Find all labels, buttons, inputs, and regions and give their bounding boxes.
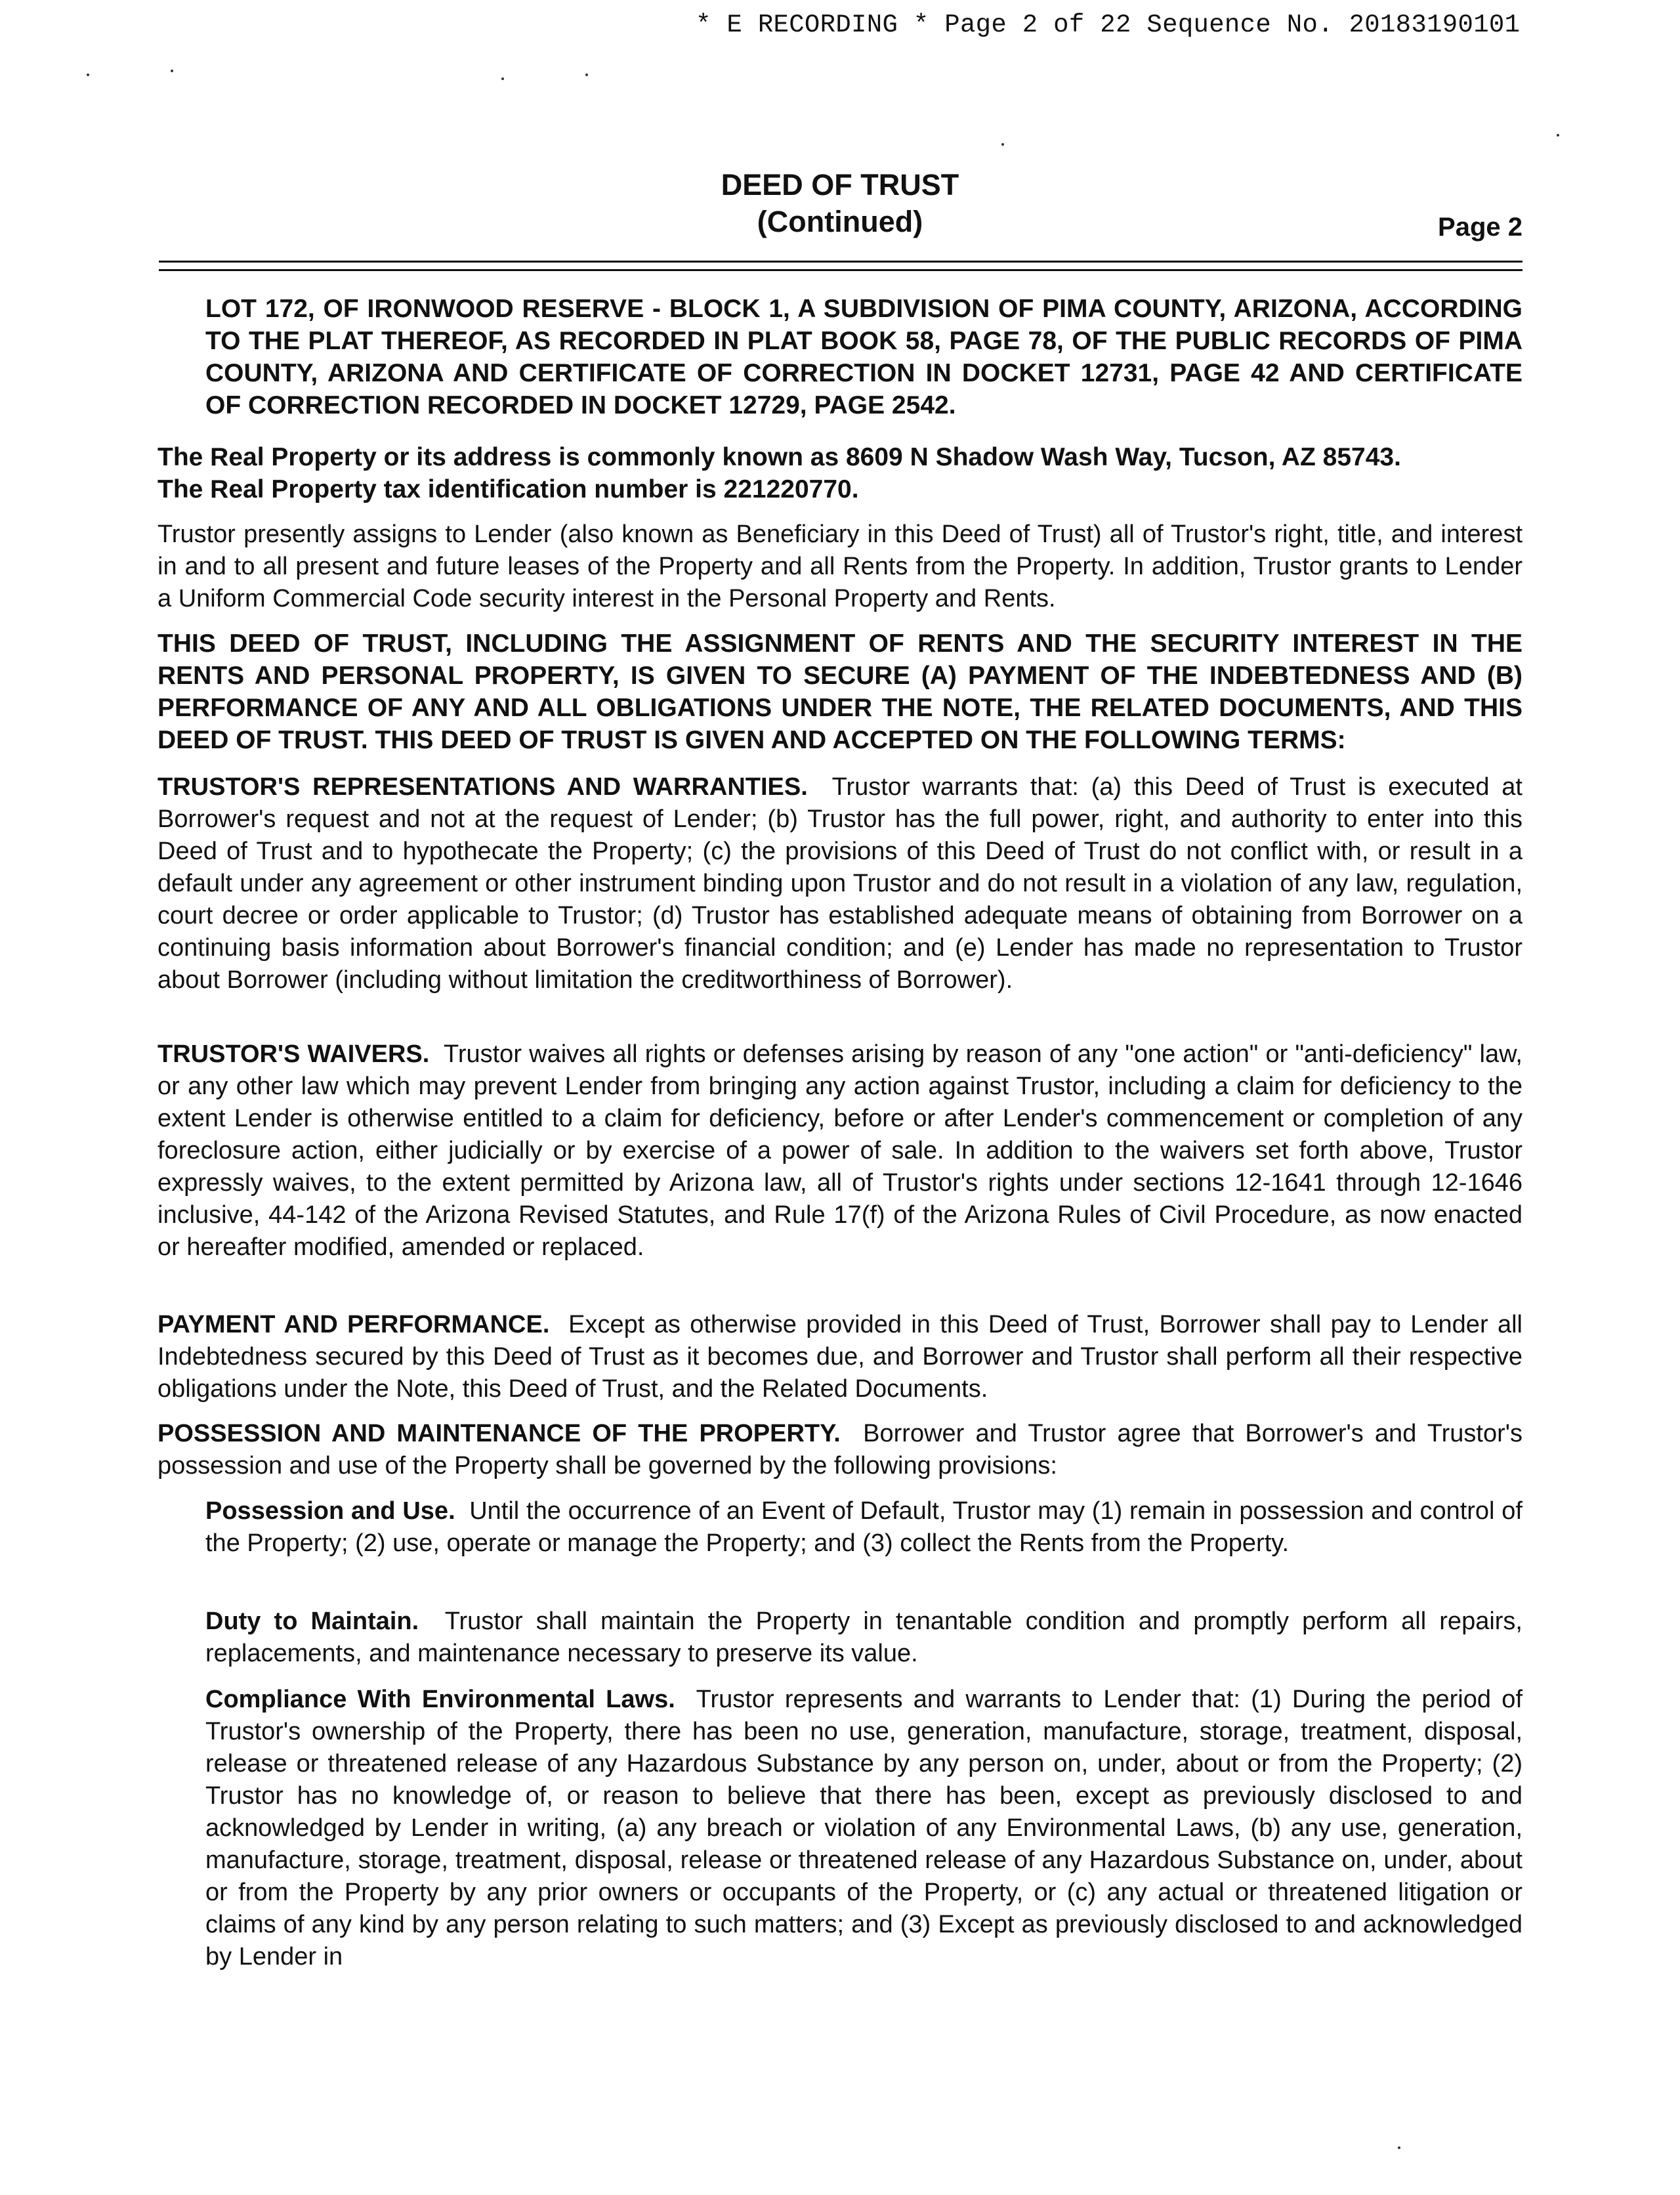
subsection-body: Trustor shall maintain the Property in tenantable condition and promptly perform all repairs, replacements, and maintenance necessary to preserve its value. [205, 1608, 1522, 1667]
scan-speck [1001, 143, 1004, 146]
scan-speck [585, 74, 588, 76]
subsection-duty-to-maintain [205, 1606, 1522, 1670]
section-payment [158, 1309, 1522, 1405]
recording-stamp: * E RECORDING * Page 2 of 22 Sequence No. 20183190101 [696, 11, 1521, 39]
section-heading: TRUSTOR'S WAIVERS. [158, 1040, 430, 1068]
subsection-heading: Compliance With Environmental Laws. [205, 1686, 675, 1713]
section-body: Borrower and Trustor agree that Borrower's and Trustor's possession and use of the Property shall be governed by the following provisions: [158, 1420, 1522, 1480]
property-info [158, 441, 1522, 505]
section-heading: POSSESSION AND MAINTENANCE OF THE PROPERTY. [158, 1420, 841, 1447]
section-waivers [158, 1038, 1522, 1264]
security-statement: THIS DEED OF TRUST, INCLUDING THE ASSIGNMENT OF RENTS AND THE SECURITY INTEREST IN THE RENTS AND PERSONAL PROPERTY, IS GIVEN TO SECURE (A) PAYMENT OF THE INDEBTEDNESS AND (B) PERFORMANCE OF ANY AND ALL OBLIGATIONS UNDER THE NOTE, THE RELATED DOCUMENTS, AND THIS DEED OF TRUST. THIS DEED OF TRUST IS GIVEN AND ACCEPTED ON THE FOLLOWING TERMS: [158, 629, 1522, 754]
legal-description: LOT 172, OF IRONWOOD RESERVE - BLOCK 1, A SUBDIVISION OF PIMA COUNTY, ARIZONA, ACCORDING TO THE PLAT THEREOF, AS RECORDED IN PLAT BOOK 58, PAGE 78, OF THE PUBLIC RECORDS OF PIMA COUNTY, ARIZONA AND CERTIFICATE OF CORRECTION IN DOCKET 12731, PAGE 42 AND CERTIFICATE OF CORRECTION RECORDED IN DOCKET 12729, PAGE 2542. [205, 295, 1522, 419]
assignment-paragraph: Trustor presently assigns to Lender (also known as Beneficiary in this Deed of Trust) all of Trustor's right, title, and interest in and to all present and future leases of the Property and all Rents from the Property. In addition, Trustor grants to Lender a Uniform Commercial Code security interest in the Personal Property and Rents. [158, 521, 1522, 612]
property-address: The Real Property or its address is commonly known as 8609 N Shadow Wash Way, Tucson, AZ 85743. [158, 443, 1401, 471]
scan-speck [1398, 2146, 1400, 2149]
section-possession [158, 1418, 1522, 1482]
subsection-heading: Possession and Use. [205, 1497, 455, 1525]
property-tax-id: The Real Property tax identification number is 221220770. [158, 475, 859, 503]
subsection-heading: Duty to Maintain. [205, 1608, 419, 1635]
header-rule-bottom [159, 269, 1522, 271]
section-body: Trustor warrants that: (a) this Deed of Trust is executed at Borrower's request and not at the request of Lender; (b) Trustor has the full power, right, and authority to enter into this Deed of Trust and to hypothecate the Property; (c) the provisions of this Deed of Trust do not conflict with, or result in a default under any agreement or other instrument binding upon Trustor and do not result in a violation of any law, regulation, court decree or order applicable to Trustor; (d) Trustor has established adequate means of obtaining from Borrower on a continuing basis information about Borrower's financial condition; and (e) Lender has made no representation to Trustor about Borrower (including without limitation the creditworthiness of Borrower). [158, 773, 1522, 994]
section-heading: PAYMENT AND PERFORMANCE. [158, 1311, 550, 1338]
subsection-environmental [205, 1684, 1522, 1973]
section-body: Trustor waives all rights or defenses arising by reason of any "one action" or "anti-deficiency" law, or any other law which may prevent Lender from bringing any action against Trustor, including a claim for deficiency to the extent Lender is otherwise entitled to a claim for deficiency, before or after Lender's commencement or completion of any foreclosure action, either judicially or by exercise of a power of sale. In addition to the waivers set forth above, Trustor expressly waives, to the extent permitted by Arizona law, all of Trustor's rights under sections 12-1641 through 12-1646 inclusive, 44-142 of the Arizona Revised Statutes, and Rule 17(f) of the Arizona Rules of Civil Procedure, as now enacted or hereafter modified, amended or replaced. [158, 1040, 1522, 1261]
scan-speck [87, 74, 89, 76]
section-representations [158, 771, 1522, 996]
scan-speck [1557, 134, 1559, 137]
subsection-body: Trustor represents and warrants to Lender that: (1) During the period of Trustor's ownership of the Property, there has been no use, generation, manufacture, storage, treatment, disposal, release or threatened release of any Hazardous Substance by any person on, under, about or from the Property; (2) Trustor has no knowledge of, or reason to believe that there has been, except as previously disclosed to and acknowledged by Lender in writing, (a) any breach or violation of any Environmental Laws, (b) any use, generation, manufacture, storage, treatment, disposal, release or threatened release of any Hazardous Substance on, under, about or from the Property by any prior owners or occupants of the Property, or (c) any actual or threatened litigation or claims of any kind by any person relating to such matters; and (3) Except as previously disclosed to and acknowledged by Lender in [205, 1686, 1522, 1971]
scan-speck [171, 70, 173, 72]
header-rule-top [159, 261, 1522, 263]
page-number: Page 2 [1438, 213, 1522, 242]
section-body: Except as otherwise provided in this Deed of Trust, Borrower shall pay to Lender all Indebtedness secured by this Deed of Trust as it becomes due, and Borrower and Trustor shall perform all their respective obligations under the Note, this Deed of Trust, and the Related Documents. [158, 1311, 1522, 1403]
section-heading: TRUSTOR'S REPRESENTATIONS AND WARRANTIES. [158, 773, 808, 801]
subsection-body: Until the occurrence of an Event of Default, Trustor may (1) remain in possession and control of the Property; (2) use, operate or manage the Property; and (3) collect the Rents from the Property. [205, 1497, 1522, 1557]
document-subtitle: (Continued) [757, 205, 923, 238]
document-title: DEED OF TRUST [721, 168, 959, 202]
scan-speck [501, 77, 504, 80]
subsection-possession-use [205, 1495, 1522, 1560]
